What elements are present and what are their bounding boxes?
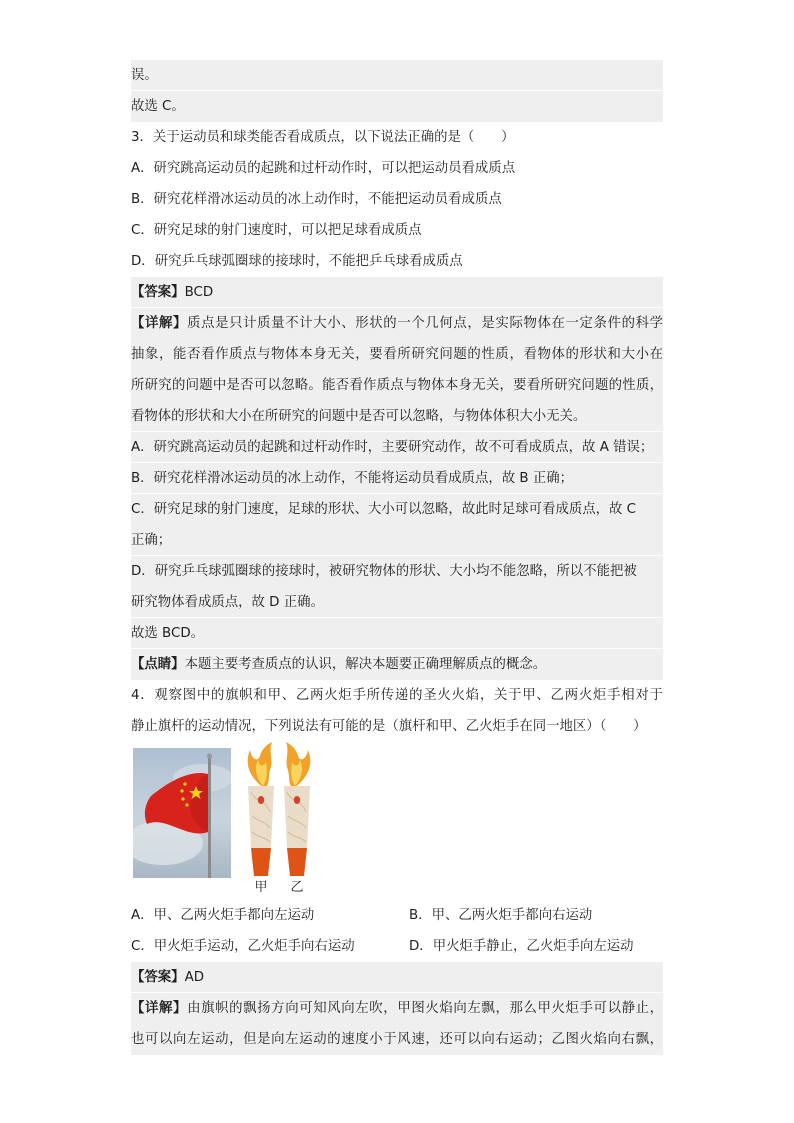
torch-yi [276, 742, 318, 878]
option-d: D．研究乒乓球弧圈球的接球时，不能把乒乓球看成质点 [131, 254, 463, 269]
explanation-line: 所研究的问题中是否可以忽略。能否看作质点与物体本身无关，要看所研究问题的性质， [131, 370, 663, 401]
option-b: B．甲、乙两火炬手都向右运动 [409, 908, 593, 923]
option-c: C．甲火炬手运动，乙火炬手向右运动 [131, 939, 355, 954]
explanation-line: 【详解】质点是只计质量不计大小、形状的一个几何点，是实际物体在一定条件的科学 [131, 308, 663, 339]
flag-photo [133, 748, 231, 878]
text-line: 误。 [131, 60, 663, 91]
text-line: 故选 C。 [131, 91, 663, 122]
question-4-figure [131, 742, 663, 900]
option-b: B．研究花样滑冰运动员的冰上动作时，不能把运动员看成质点 [131, 192, 502, 207]
explanation-line: C．研究足球的射门速度，足球的形状、大小可以忽略，故此时足球可看成质点，故 C [131, 494, 663, 525]
answer-line: 【答案】BCD [131, 277, 663, 308]
question-3-stem: 3．关于运动员和球类能否看成质点，以下说法正确的是（ ） [131, 130, 515, 145]
options-row-ab [131, 900, 663, 931]
tip-line: 【点睛】本题主要考查质点的认识，解决本题要正确理解质点的概念。 [131, 649, 663, 680]
explanation-line: 看物体的形状和大小在所研究的问题中是否可以忽略，与物体体积大小无关。 [131, 401, 663, 432]
explanation-line: 抽象，能否看作质点与物体本身无关，要看所研究问题的性质，看物体的形状和大小在 [131, 339, 663, 370]
explanation-line: 正确； [131, 525, 663, 556]
option-c: C．研究足球的射门速度时，可以把足球看成质点 [131, 223, 422, 238]
option-d: D．甲火炬手静止，乙火炬手向左运动 [409, 939, 634, 954]
torch-label-yi: 乙 [290, 880, 304, 895]
explanation-line: 【详解】由旗帜的飘扬方向可知风向左吹，甲图火焰向左飘，那么甲火炬手可以静止， [131, 993, 663, 1024]
answer-line: 【答案】AD [131, 962, 663, 993]
torch-label-jia: 甲 [254, 880, 268, 895]
question-4-stem: 4．观察图中的旗帜和甲、乙两火炬手所传递的圣火火焰，关于甲、乙两火炬手相对于 [131, 688, 663, 703]
options-row-cd [131, 931, 663, 962]
flag-image [133, 748, 231, 878]
explanation-line: 故选 BCD。 [131, 618, 663, 649]
explanation-line: B．研究花样滑冰运动员的冰上动作，不能将运动员看成质点，故 B 正确； [131, 463, 663, 494]
option-a: A．研究跳高运动员的起跳和过杆动作时，可以把运动员看成质点 [131, 161, 516, 176]
question-4-stem: 静止旗杆的运动情况，下列说法有可能的是（旗杆和甲、乙火炬手在同一地区）（ ） [131, 719, 647, 734]
explanation-line: 研究物体看成质点，故 D 正确。 [131, 587, 663, 618]
option-a: A．甲、乙两火炬手都向左运动 [131, 908, 315, 923]
explanation-line: A．研究跳高运动员的起跳和过杆动作时，主要研究动作，故不可看成质点，故 A 错误； [131, 432, 663, 463]
explanation-line: D．研究乒乓球弧圈球的接球时，被研究物体的形状、大小均不能忽略，所以不能把被 [131, 556, 663, 587]
document-page [131, 60, 663, 1055]
torch-yi-image [276, 742, 318, 878]
explanation-line: 也可以向左运动，但是向左运动的速度小于风速，还可以向右运动；乙图火焰向右飘， [131, 1024, 663, 1055]
